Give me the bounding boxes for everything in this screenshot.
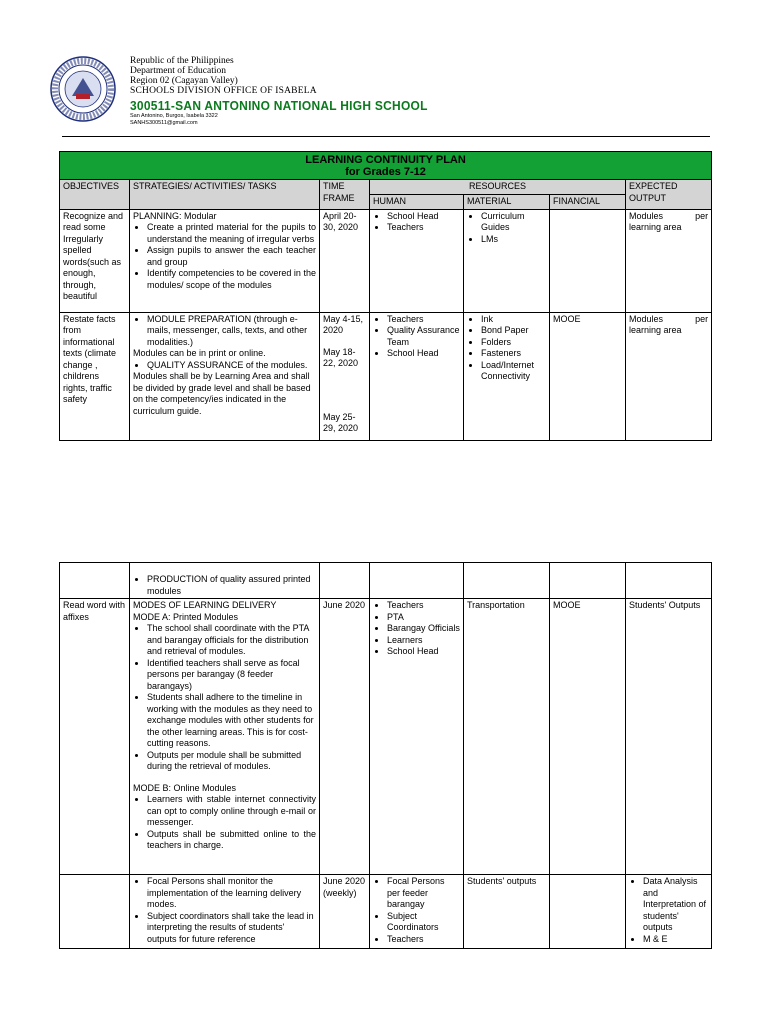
time-cell: June 2020 (weekly) xyxy=(320,875,370,949)
list-item: • Learners with stable internet connectivity can opt to comply online through e-mail or messenger. xyxy=(147,794,316,829)
list-item: • Assign pupils to answer the each teacher and group xyxy=(147,245,316,268)
output-cell: Modules per learning area xyxy=(626,312,712,440)
output-cell: Modules per learning area xyxy=(626,209,712,312)
time-cell: May 4-15, 2020 May 18-22, 2020 May 25-29, 2020 xyxy=(320,312,370,440)
strategy-cell: • MODULE PREPARATION (through e-mails, messenger, calls, texts, and other modalities.) Modules can be in print or online. • QUALITY ASSURANCE of the modules. Modules shall be by Learning Area and shall be divided by grade level and shall be based on the competency/ies indicated in the curriculum guide. xyxy=(130,312,320,440)
list-item: • Teachers xyxy=(387,314,460,326)
material-cell xyxy=(464,209,550,312)
school-address: San Antonino, Burgos, Isabela 3322 xyxy=(130,113,218,119)
time-cell: June 2020 xyxy=(320,599,370,875)
list-item: • MODULE PREPARATION (through e-mails, messenger, calls, texts, and other modalities.) xyxy=(147,314,316,349)
human-cell xyxy=(370,209,464,312)
strategy-cell xyxy=(130,875,320,949)
header-region: Region 02 (Cagayan Valley) xyxy=(130,76,238,86)
header-strategies: STRATEGIES/ ACTIVITIES/ TASKS xyxy=(130,180,320,210)
list-item: • PRODUCTION of quality assured printed modules xyxy=(147,574,316,597)
header-republic: Republic of the Philippines xyxy=(130,56,234,66)
list-item: • Bond Paper xyxy=(481,325,546,337)
output-cell: Students' Outputs xyxy=(626,599,712,875)
list-item: • Quality Assurance Team xyxy=(387,325,460,348)
list-item: • Folders xyxy=(481,337,546,349)
header-human: HUMAN xyxy=(370,194,464,209)
header-resources: RESOURCES xyxy=(370,180,626,195)
table-row xyxy=(60,875,712,949)
letterhead xyxy=(48,52,708,132)
list-item: • Learners xyxy=(387,635,460,647)
output-cell xyxy=(626,563,712,599)
material-cell xyxy=(464,312,550,440)
deped-seal-icon xyxy=(50,56,116,122)
list-item: • The school shall coordinate with the PTA and barangay officials for the distribution and retrieval of modules. xyxy=(147,623,316,658)
list-item: • Subject Coordinators xyxy=(387,911,460,934)
list-item: • LMs xyxy=(481,234,546,246)
time-cell xyxy=(320,563,370,599)
list-item: • Focal Persons shall monitor the implementation of the learning delivery modes. xyxy=(147,876,316,911)
list-item: • Create a printed material for the pupils to understand the meaning of irregular verbs xyxy=(147,222,316,245)
header-divider xyxy=(62,136,710,137)
strategy-cell xyxy=(130,563,320,599)
list-item: • School Head xyxy=(387,348,460,360)
output-cell xyxy=(626,875,712,949)
list-item: • Outputs per module shall be submitted during the retrieval of modules. xyxy=(147,750,316,773)
list-item: • Identified teachers shall serve as focal persons per barangay (8 feeder barangays) xyxy=(147,658,316,693)
header-material: MATERIAL xyxy=(464,194,550,209)
list-item: • Focal Persons per feeder barangay xyxy=(387,876,460,911)
header-department: Department of Education xyxy=(130,66,227,76)
table-row xyxy=(60,599,712,875)
human-cell xyxy=(370,599,464,875)
school-name: 300511-SAN ANTONINO NATIONAL HIGH SCHOOL xyxy=(130,98,428,113)
list-item: • M & E xyxy=(643,934,708,946)
learning-continuity-plan-table xyxy=(59,151,712,441)
list-item: • Teachers xyxy=(387,934,460,946)
list-item: • QUALITY ASSURANCE of the modules. xyxy=(147,360,316,372)
financial-cell xyxy=(550,209,626,312)
header-division: SCHOOLS DIVISION OFFICE OF ISABELA xyxy=(130,86,317,96)
objective-cell: Restate facts from informational texts (climate change , childrens rights, traffic safety xyxy=(60,312,130,440)
strategy-cell: PLANNING: Modular • Create a printed material for the pupils to understand the meaning of irregular verbs • Assign pupils to answer the each teacher and group • Identify competencies to be covered in the modules/ scope of the modules xyxy=(130,209,320,312)
human-cell xyxy=(370,312,464,440)
list-item: • School Head xyxy=(387,211,460,223)
strategy-cell: MODES OF LEARNING DELIVERY MODE A: Printed Modules • The school shall coordinate with the PTA and barangay officials for the distribution and retrieval of modules. • Identified teachers shall serve as focal persons per barangay (8 feeder barangays) • Students shall adhere to the timeline in working with the modules as they need to exchange modules with other students for the other learning areas. This is for cost-cutting reasons. • Outputs per module shall be submitted during the retrieval of modules. MODE B: Online Modules • Learners with stable internet connectivity can opt to comply online through e-mail or messenger. • Outputs shall be submitted online to the teachers in charge. xyxy=(130,599,320,875)
list-item: • Teachers xyxy=(387,222,460,234)
list-item: • Load/Internet Connectivity xyxy=(481,360,546,383)
material-cell: Transportation xyxy=(464,599,550,875)
objective-cell: Read word with affixes xyxy=(60,599,130,875)
school-email: SANHS300511@gmail.com xyxy=(130,120,198,126)
header-objectives: OBJECTIVES xyxy=(60,180,130,210)
table-row xyxy=(60,312,712,440)
objective-cell: Recognize and read some Irregularly spelled words(such as enough, through, beautiful xyxy=(60,209,130,312)
table-row xyxy=(60,209,712,312)
list-item: • Students shall adhere to the timeline in working with the modules as they need to exchange modules with other students for the other learning areas. This is for cost-cutting reasons. xyxy=(147,692,316,750)
list-item: • Identify competencies to be covered in the modules/ scope of the modules xyxy=(147,268,316,291)
list-item: • Teachers xyxy=(387,600,460,612)
material-cell: Students' outputs xyxy=(464,875,550,949)
header-time-frame: TIME FRAME xyxy=(320,180,370,210)
list-item: • School Head xyxy=(387,646,460,658)
list-item: • PTA xyxy=(387,612,460,624)
table-title: LEARNING CONTINUITY PLAN for Grades 7-12 xyxy=(60,152,712,180)
header-expected-output: EXPECTED OUTPUT xyxy=(626,180,712,210)
header-financial: FINANCIAL xyxy=(550,194,626,209)
financial-cell xyxy=(550,875,626,949)
objective-cell xyxy=(60,563,130,599)
list-item: • Data Analysis and Interpretation of students' outputs xyxy=(643,876,708,934)
objective-cell xyxy=(60,875,130,949)
list-item: • Barangay Officials xyxy=(387,623,460,635)
list-item: • Curriculum Guides xyxy=(481,211,546,234)
list-item: • Outputs shall be submitted online to the teachers in charge. xyxy=(147,829,316,852)
time-cell: April 20-30, 2020 xyxy=(320,209,370,312)
material-cell xyxy=(464,563,550,599)
table-row xyxy=(60,563,712,599)
human-cell xyxy=(370,875,464,949)
list-item: • Subject coordinators shall take the lead in interpreting the results of students' outputs for future reference xyxy=(147,911,316,946)
financial-cell: MOOE xyxy=(550,312,626,440)
financial-cell: MOOE xyxy=(550,599,626,875)
list-item: • Fasteners xyxy=(481,348,546,360)
financial-cell xyxy=(550,563,626,599)
learning-continuity-plan-table-continued xyxy=(59,562,712,949)
list-item: • Ink xyxy=(481,314,546,326)
human-cell xyxy=(370,563,464,599)
table-subtitle: for Grades 7-12 xyxy=(345,166,426,178)
